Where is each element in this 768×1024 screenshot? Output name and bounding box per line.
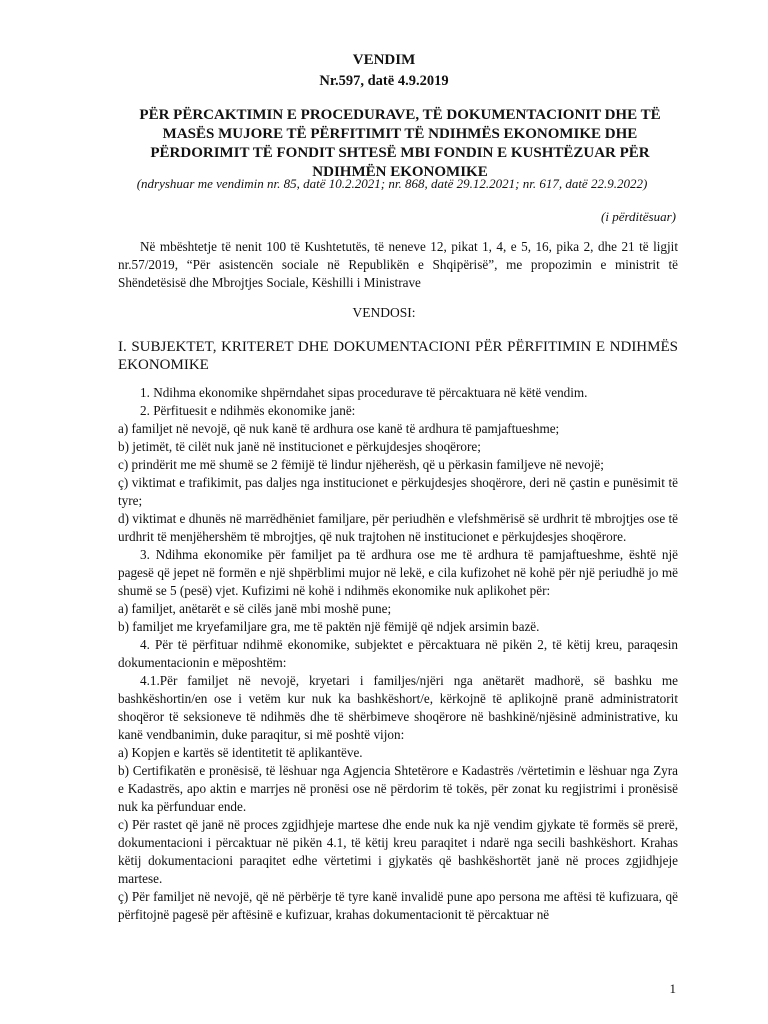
- paragraph: 4. Për të përfituar ndihmë ekonomike, subjektet e përcaktuara në pikën 2, të këtij kreu, paraqesin dokumentacionin e mëposhtëm:: [118, 637, 678, 670]
- document-title: VENDIM: [352, 52, 416, 68]
- paragraph: a) familjet në nevojë, që nuk kanë të ardhura ose kanë të ardhura të pamjaftueshme;: [118, 421, 560, 436]
- decision-heading: [120, 106, 680, 182]
- paragraph: 3. Ndihma ekonomike për familjet pa të ardhura ose me të ardhura të pamjaftueshme, është një pagesë që jepet në formën e një shpërblimi mujor në lekë, e cila kufizohet në kohë për një periudhë jo më shumë se 5 (pesë) vjet. Kufizimi në kohë i ndihmës ekonomike nuk aplikohet për:: [118, 547, 678, 598]
- paragraph: c) Për rastet që janë në proces zgjidhjeje martese dhe ende nuk ka një vendim gjykate të formës së prerë, dokumentacioni i përcaktuar në pikën 4.1, të këtij kreu paraqitet i ndarë nga secili bashkëshort. Krahas këtij dokumentacioni paraqitet edhe vërtetimi i gjykatës që bashkëshortët janë në proces zgjidhjeje martese.: [118, 817, 678, 886]
- decision-number: Nr.597, datë 4.9.2019: [319, 73, 449, 89]
- paragraph: ç) viktimat e trafikimit, pas daljes nga institucionet e përkujdesjes shoqërore, deri në çastin e punësimit të tyre;: [118, 475, 678, 508]
- paragraph: b) jetimët, të cilët nuk janë në institucionet e përkujdesjes shoqërore;: [118, 439, 481, 454]
- paragraph: 4.1.Për familjet në nevojë, kryetari i familjes/njëri nga anëtarët madhorë, së bashku me bashkëshortin/en ose i vetëm kur nuk ka bashkëshort/e, kërkojnë të aplikojnë pranë administratorit shoqëror të seksioneve të ndihmës dhe të shërbimeve shoqërore në bashkinë/njësinë administrative, ku kanë vendbanimin, duke paraqitur, si më poshtë vijon:: [118, 673, 678, 742]
- amendment-note: (ndryshuar me vendimin nr. 85, datë 10.2.2021; nr. 868, datë 29.12.2021; nr. 617, datë 22.9.2022): [136, 176, 648, 191]
- paragraph: 2. Përfituesit e ndihmës ekonomike janë:: [140, 403, 356, 418]
- paragraph: c) prindërit me më shumë se 2 fëmijë të lindur njëherësh, që u përkasin familjeve në nevojë;: [118, 457, 604, 472]
- heading-line: PËR PËRCAKTIMIN E PROCEDURAVE, TË DOKUMENTACIONIT DHE TË: [139, 107, 661, 123]
- page-number: 1: [669, 981, 676, 996]
- section-title: I. SUBJEKTET, KRITERET DHE DOKUMENTACIONI PËR PËRFITIMIN E NDIHMËS EKONOMIKE: [118, 339, 678, 373]
- body-text: [118, 384, 678, 924]
- paragraph: b) Certifikatën e pronësisë, të lëshuar nga Agjencia Shtetërore e Kadastrës /vërtetimin e lëshuar nga Zyra e Kadastrës, apo aktin e marrjes në pronësi ose në përdorim të tokës, për zonat ku regjistrimi i pronësisë nuk ka përfunduar ende.: [118, 763, 678, 814]
- paragraph: 1. Ndihma ekonomike shpërndahet sipas procedurave të përcaktuara në këtë vendim.: [140, 385, 588, 400]
- heading-line: PËRDORIMIT TË FONDIT SHTESË MBI FONDIN E KUSHTËZUAR PËR: [150, 145, 650, 161]
- heading-line: NDIHMËN EKONOMIKE: [312, 164, 488, 180]
- heading-line: MASËS MUJORE TË PËRFITIMIT TË NDIHMËS EKONOMIKE DHE: [162, 126, 638, 142]
- paragraph: a) familjet, anëtarët e së cilës janë mbi moshë pune;: [118, 601, 392, 616]
- paragraph: b) familjet me kryefamiljare gra, me të paktën një fëmijë që ndjek arsimin bazë.: [118, 619, 540, 634]
- paragraph: d) viktimat e dhunës në marrëdhëniet familjare, për periudhën e vlefshmërisë së urdhrit të mbrojtjes ose të urdhrit të menjëhershëm të mbrojtjes, që nuk trajtohen në institucionet e përkujdesjes shoqërore.: [118, 511, 678, 544]
- paragraph: a) Kopjen e kartës së identitetit të aplikantëve.: [118, 745, 363, 760]
- updated-note: (i përditësuar): [601, 209, 676, 224]
- paragraph: ç) Për familjet në nevojë, që në përbërje të tyre kanë invalidë pune apo persona me aftësi të kufizuara, që përfitojnë pagesë për aftësinë e kufizuar, krahas dokumentacionit të përcaktuar në: [118, 889, 678, 922]
- decides-label: VENDOSI:: [352, 305, 416, 320]
- preamble: Në mbështetje të nenit 100 të Kushtetutës, të neneve 12, pikat 1, 4, e 5, 16, pika 2, dhe 21 të ligjit nr.57/2019, “Për asistencën sociale në Republikën e Shqipërisë”, me propozimin e ministrit të Shëndetësisë dhe Mbrojtjes Sociale, Këshilli i Ministrave: [118, 239, 678, 290]
